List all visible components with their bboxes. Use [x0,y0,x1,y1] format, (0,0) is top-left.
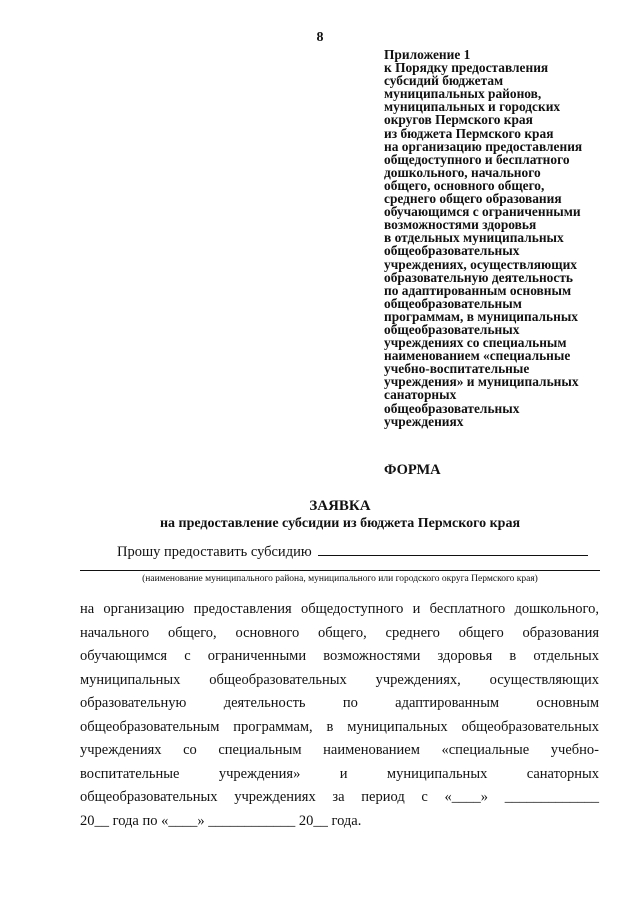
appendix-line: учебно-воспитательные [384,361,530,377]
appendix-line: обучающимся с ограниченными [384,204,581,220]
appendix-line: учреждениях, осуществляющих [384,256,577,272]
body-line: начального общего, основного общего, среднего общего образования [80,624,599,641]
appendix-line: из бюджета Пермского края [384,125,554,141]
appendix-line: дошкольного, начального [384,164,541,180]
appendix-line: среднего общего образования [384,191,562,207]
municipality-name-line[interactable] [80,570,600,571]
appendix-line: к Порядку предоставления [384,60,549,76]
appendix-line: общего, основного общего, [384,177,545,193]
appendix-line: учреждениях со специальным [384,335,567,351]
body-line: муниципальных общеобразовательных учреждениях, осуществляющих [80,671,599,688]
appendix-line: общеобразовательных [384,400,520,416]
body-line: общеобразовательных учреждениях за период с «____» _____________ [80,789,599,805]
body-line: обучающимся с ограниченными возможностями здоровья в отдельных [80,648,599,664]
appendix-line: Приложение 1 [384,47,471,62]
body-line: учреждениях со специальным наименованием «специальные учебно- [80,742,599,758]
appendix-line: программам, в муниципальных [384,308,578,324]
appendix-line: в отдельных муниципальных [384,230,564,246]
body-line: образовательную деятельность по адаптированным основным [80,695,599,711]
appendix-line: учреждения» и муниципальных [384,374,579,390]
appendix-line: возможностями здоровья [384,217,537,233]
appendix-line: общедоступного и бесплатного [384,151,570,167]
appendix-line: субсидий бюджетам [384,73,504,89]
appendix-line: по адаптированным основным [384,282,572,298]
request-body [80,598,599,833]
body-line: воспитательные учреждения» и муниципальных санаторных [80,765,599,782]
appendix-line: муниципальных районов, [384,86,542,102]
appendix-line: общеобразовательным [384,295,522,311]
municipality-blank-field[interactable] [318,543,588,556]
request-line [117,543,588,561]
appendix-line: муниципальных и городских [384,99,561,115]
appendix-line: общеобразовательных [384,321,520,337]
form-label: ФОРМА [384,462,441,478]
request-text: Прошу предоставить субсидию [117,544,312,560]
appendix-line: на организацию предоставления [384,138,583,154]
municipality-caption: (наименование муниципального района, муниципального или городского округа Пермского края) [142,574,538,584]
document-title: ЗАЯВКА [309,498,371,514]
appendix-line: образовательную деятельность [384,269,573,285]
appendix-line: общеобразовательных [384,243,520,259]
appendix-line: округов Пермского края [384,112,533,128]
appendix-line: санаторных [384,387,457,403]
body-line: на организацию предоставления общедоступного и бесплатного дошкольного, [80,601,599,617]
page-number: 8 [316,30,324,45]
appendix-header [384,48,624,428]
document-subtitle: на предоставление субсидии из бюджета Пермского края [159,516,521,531]
appendix-line: наименованием «специальные [384,348,571,364]
appendix-line: учреждениях [384,413,464,429]
body-line: 20__ года по «____» ____________ 20__ года. [80,812,362,829]
body-line: общеобразовательным программам, в муниципальных общеобразовательных [80,718,599,735]
